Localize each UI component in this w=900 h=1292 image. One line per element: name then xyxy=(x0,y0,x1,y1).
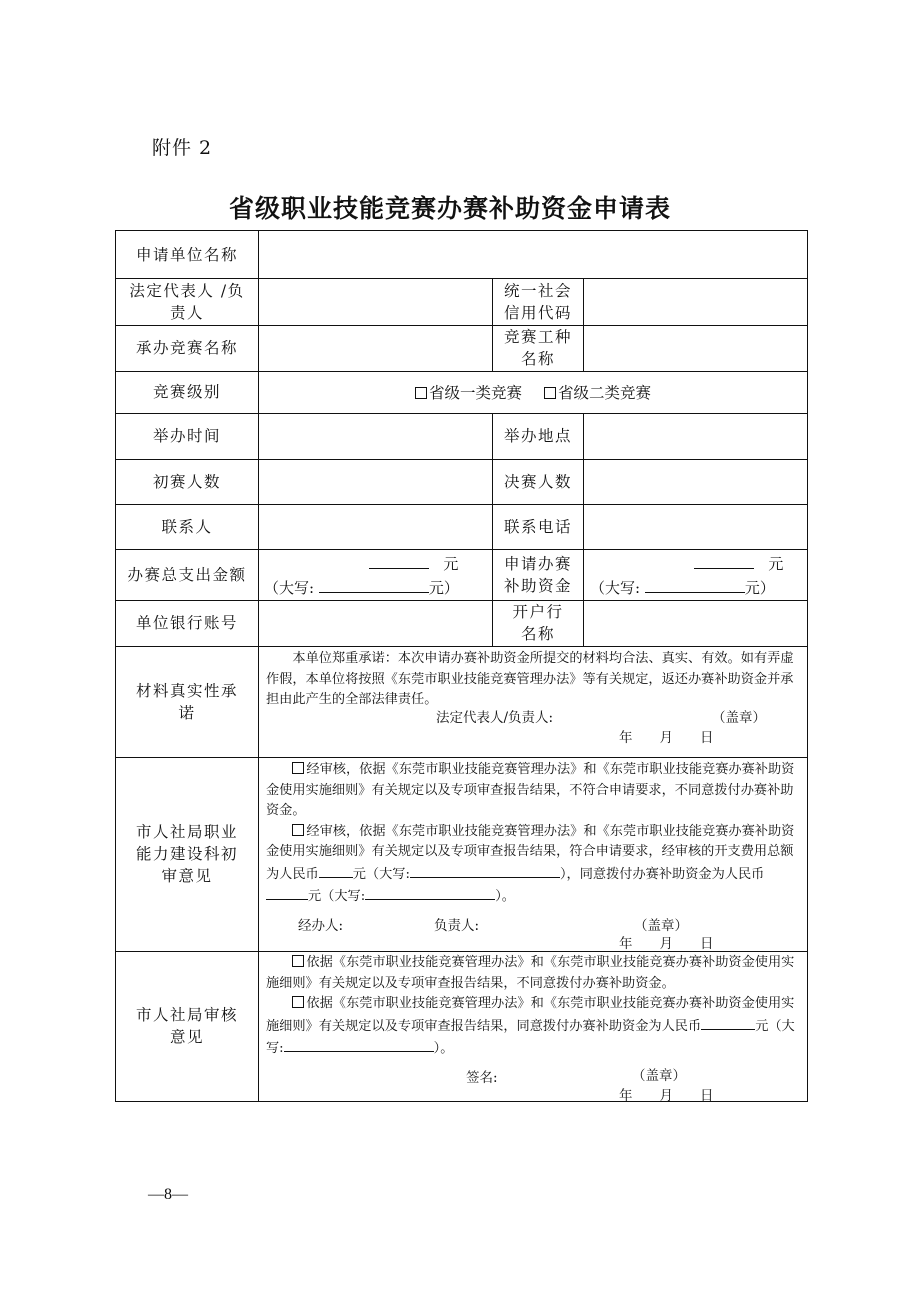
input-applicant-unit[interactable] xyxy=(259,231,807,278)
final-review-text xyxy=(266,953,800,1060)
prelim-handler: 经办人: xyxy=(298,918,344,934)
checkbox-icon[interactable] xyxy=(292,996,304,1008)
label-contact-phone: 联系电话 xyxy=(503,517,572,536)
label-hold-place: 举办地点 xyxy=(503,427,572,445)
label-legal-rep: 法定代表人 /负责人 xyxy=(129,281,245,322)
label-hold-time: 举办时间 xyxy=(152,427,221,445)
commitment-date: 年 月 日 xyxy=(619,730,714,746)
label-credit-code: 统一社会信用代码 xyxy=(503,281,572,322)
label-subsidy-apply: 申请办赛补助资金 xyxy=(503,554,572,595)
input-competition-name[interactable] xyxy=(259,325,492,371)
subsidy-apply-amount[interactable]: 元 xyxy=(694,553,783,574)
final-option-approve[interactable]: 依据《东莞市职业技能竞赛管理办法》和《东莞市职业技能竞赛办赛补助资金使用实施细则》有关规定以及专项审查报告结果，同意拨付办赛补助资金为人民币 元（大写: ）。 xyxy=(266,996,795,1056)
final-sign: 签名: xyxy=(466,1070,498,1086)
label-bureau-prelim: 市人社局职业能力建设科初审意见 xyxy=(135,823,238,885)
commitment-signer: 法定代表人/负责人: xyxy=(436,710,554,726)
prelim-review-text xyxy=(266,760,800,908)
commitment-seal: （盖章） xyxy=(712,710,766,726)
prelim-option-approve[interactable]: 经审核，依据《东莞市职业技能竞赛管理办法》和《东莞市职业技能竞赛办赛补助资金使用实施细则》有关规定以及专项审查报告结果，符合申请要求，经审核的开支费用总额为人民币 元（大写: ），同意拨付办赛补助资金为人民币元（大写: ）。 xyxy=(266,823,795,904)
checkbox-icon[interactable] xyxy=(292,762,304,774)
checkbox-icon[interactable] xyxy=(292,824,304,836)
label-authenticity: 材料真实性承诺 xyxy=(135,681,238,722)
prelim-principal: 负责人: xyxy=(434,918,480,934)
prelim-option-reject[interactable]: 经审核，依据《东莞市职业技能竞赛管理办法》和《东莞市职业技能竞赛办赛补助资金使用实施细则》有关规定以及专项审查报告结果，不符合申请要求，不同意拨付办赛补助资金。 xyxy=(266,762,795,818)
label-contact: 联系人 xyxy=(161,517,213,536)
input-hold-time[interactable] xyxy=(259,413,492,459)
application-form-table xyxy=(115,230,808,1102)
label-competition-level: 竞赛级别 xyxy=(152,383,221,401)
label-competition-name: 承办竞赛名称 xyxy=(135,339,238,357)
label-bank-account: 单位银行账号 xyxy=(135,614,238,632)
total-expense-amount[interactable]: 元 xyxy=(369,553,458,574)
form-title: 省级职业技能竞赛办赛补助资金申请表 xyxy=(228,194,671,223)
final-date: 年 月 日 xyxy=(619,1088,714,1104)
input-bank-name[interactable] xyxy=(584,600,807,646)
input-trade-name[interactable] xyxy=(584,325,807,371)
input-prelim-count[interactable] xyxy=(259,459,492,504)
final-seal: （盖章） xyxy=(632,1068,686,1084)
label-prelim-count: 初赛人数 xyxy=(152,472,221,491)
input-credit-code[interactable] xyxy=(584,278,807,325)
label-bank-name: 开户行名称 xyxy=(512,603,564,643)
subsidy-apply-capital[interactable]: （大写: 元） xyxy=(590,579,775,597)
competition-level-options xyxy=(259,371,807,413)
label-trade-name: 竞赛工种名称 xyxy=(503,328,572,368)
input-contact-phone[interactable] xyxy=(584,504,807,549)
option-level-2[interactable]: 省级二类竞赛 xyxy=(544,381,651,403)
input-legal-rep[interactable] xyxy=(259,278,492,325)
checkbox-icon[interactable] xyxy=(415,387,427,399)
label-final-count: 决赛人数 xyxy=(503,472,572,491)
input-bank-account[interactable] xyxy=(259,600,492,646)
checkbox-icon[interactable] xyxy=(292,955,304,967)
prelim-date: 年 月 日 xyxy=(619,936,714,952)
commitment-text: 本单位郑重承诺：本次申请办赛补助资金所提交的材料均合法、真实、有效。如有弄虚作假，本单位将按照《东莞市职业技能竞赛管理办法》等有关规定，返还办赛补助资金并承担由此产生的全部法律责任。 xyxy=(266,651,794,707)
label-applicant-unit: 申请单位名称 xyxy=(135,245,238,264)
prelim-seal: （盖章） xyxy=(634,918,688,934)
input-final-count[interactable] xyxy=(584,459,807,504)
option-level-1[interactable]: 省级一类竞赛 xyxy=(415,381,522,403)
input-hold-place[interactable] xyxy=(584,413,807,459)
attachment-label: 附件 2 xyxy=(152,137,213,159)
total-expense-capital[interactable]: （大写: 元） xyxy=(264,579,459,597)
label-bureau-review: 市人社局审核意见 xyxy=(135,1006,238,1046)
input-contact[interactable] xyxy=(259,504,492,549)
label-total-expense: 办赛总支出金额 xyxy=(127,565,247,584)
final-option-reject[interactable]: 依据《东莞市职业技能竞赛管理办法》和《东莞市职业技能竞赛办赛补助资金使用实施细则》有关规定以及专项审查报告结果，不同意拨付办赛补助资金。 xyxy=(266,955,795,991)
page-number: —8— xyxy=(148,1186,188,1203)
checkbox-icon[interactable] xyxy=(544,387,556,399)
